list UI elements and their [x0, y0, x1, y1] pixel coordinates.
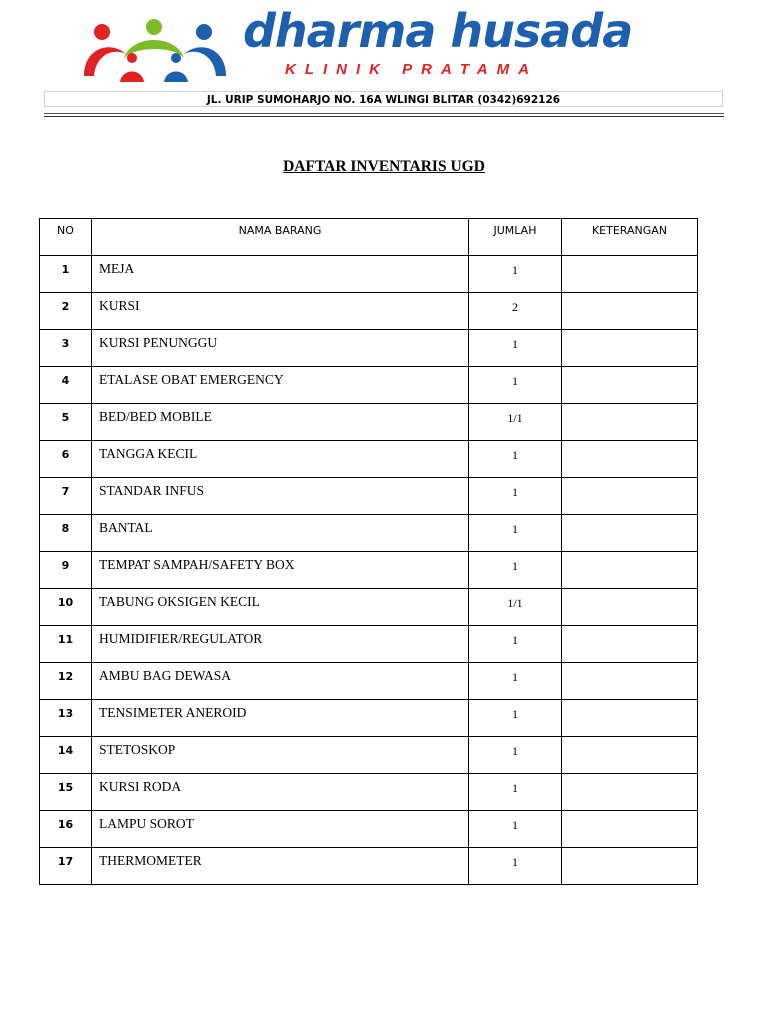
table-row [40, 404, 698, 441]
row-notes [562, 367, 698, 404]
clinic-brand-subtitle: KLINIK PRATAMA [285, 61, 538, 78]
row-quantity: 2 [469, 293, 562, 330]
row-quantity: 1 [469, 552, 562, 589]
row-item-name: STANDAR INFUS [92, 478, 469, 515]
clinic-brand-name: dharma husada [243, 4, 633, 58]
row-quantity: 1 [469, 774, 562, 811]
row-quantity: 1 [469, 515, 562, 552]
clinic-address: JL. URIP SUMOHARJO NO. 16A WLINGI BLITAR (0342)692126 [44, 91, 723, 107]
row-quantity: 1/1 [469, 404, 562, 441]
document-title: DAFTAR INVENTARIS UGD [283, 158, 485, 175]
header-item-name: NAMA BARANG [92, 219, 469, 256]
row-number: 16 [40, 811, 92, 848]
row-number: 1 [40, 256, 92, 293]
row-number: 14 [40, 737, 92, 774]
row-quantity: 1 [469, 700, 562, 737]
row-item-name: MEJA [92, 256, 469, 293]
row-item-name: TENSIMETER ANEROID [92, 700, 469, 737]
row-number: 4 [40, 367, 92, 404]
row-notes [562, 774, 698, 811]
row-item-name: STETOSKOP [92, 737, 469, 774]
row-number: 3 [40, 330, 92, 367]
row-number: 10 [40, 589, 92, 626]
row-notes [562, 626, 698, 663]
table-row [40, 515, 698, 552]
row-notes [562, 811, 698, 848]
row-number: 2 [40, 293, 92, 330]
row-quantity: 1 [469, 478, 562, 515]
table-row [40, 441, 698, 478]
table-header-row [40, 219, 698, 256]
table-row [40, 256, 698, 293]
clinic-logo [80, 4, 710, 86]
row-number: 5 [40, 404, 92, 441]
row-quantity: 1/1 [469, 589, 562, 626]
row-number: 7 [40, 478, 92, 515]
row-item-name: KURSI PENUNGGU [92, 330, 469, 367]
row-notes [562, 552, 698, 589]
row-notes [562, 478, 698, 515]
table-row [40, 663, 698, 700]
row-quantity: 1 [469, 737, 562, 774]
row-notes [562, 700, 698, 737]
table-row [40, 626, 698, 663]
row-item-name: TEMPAT SAMPAH/SAFETY BOX [92, 552, 469, 589]
row-quantity: 1 [469, 367, 562, 404]
header-divider-thick [44, 116, 724, 117]
row-item-name: BED/BED MOBILE [92, 404, 469, 441]
row-quantity: 1 [469, 256, 562, 293]
row-item-name: LAMPU SOROT [92, 811, 469, 848]
row-number: 6 [40, 441, 92, 478]
row-quantity: 1 [469, 330, 562, 367]
row-item-name: TANGGA KECIL [92, 441, 469, 478]
header-notes: KETERANGAN [562, 219, 698, 256]
header-no: NO [40, 219, 92, 256]
row-notes [562, 515, 698, 552]
table-row [40, 589, 698, 626]
table-row [40, 811, 698, 848]
table-row [40, 367, 698, 404]
people-figures-icon [80, 18, 230, 84]
row-item-name: TABUNG OKSIGEN KECIL [92, 589, 469, 626]
row-item-name: KURSI [92, 293, 469, 330]
row-number: 12 [40, 663, 92, 700]
row-quantity: 1 [469, 848, 562, 885]
inventory-table [39, 218, 698, 885]
table-row [40, 700, 698, 737]
table-row [40, 552, 698, 589]
header-divider [44, 113, 724, 114]
row-number: 8 [40, 515, 92, 552]
row-notes [562, 441, 698, 478]
row-number: 11 [40, 626, 92, 663]
row-notes [562, 330, 698, 367]
row-number: 17 [40, 848, 92, 885]
row-notes [562, 848, 698, 885]
row-number: 13 [40, 700, 92, 737]
row-notes [562, 737, 698, 774]
table-row [40, 737, 698, 774]
row-quantity: 1 [469, 626, 562, 663]
row-quantity: 1 [469, 811, 562, 848]
row-notes [562, 589, 698, 626]
row-number: 15 [40, 774, 92, 811]
row-notes [562, 663, 698, 700]
row-quantity: 1 [469, 441, 562, 478]
row-item-name: HUMIDIFIER/REGULATOR [92, 626, 469, 663]
row-item-name: BANTAL [92, 515, 469, 552]
table-row [40, 774, 698, 811]
row-item-name: KURSI RODA [92, 774, 469, 811]
row-notes [562, 404, 698, 441]
row-item-name: AMBU BAG DEWASA [92, 663, 469, 700]
row-number: 9 [40, 552, 92, 589]
table-row [40, 330, 698, 367]
table-row [40, 293, 698, 330]
row-notes [562, 293, 698, 330]
row-quantity: 1 [469, 663, 562, 700]
row-item-name: ETALASE OBAT EMERGENCY [92, 367, 469, 404]
table-row [40, 848, 698, 885]
table-row [40, 478, 698, 515]
row-item-name: THERMOMETER [92, 848, 469, 885]
row-notes [562, 256, 698, 293]
header-quantity: JUMLAH [469, 219, 562, 256]
